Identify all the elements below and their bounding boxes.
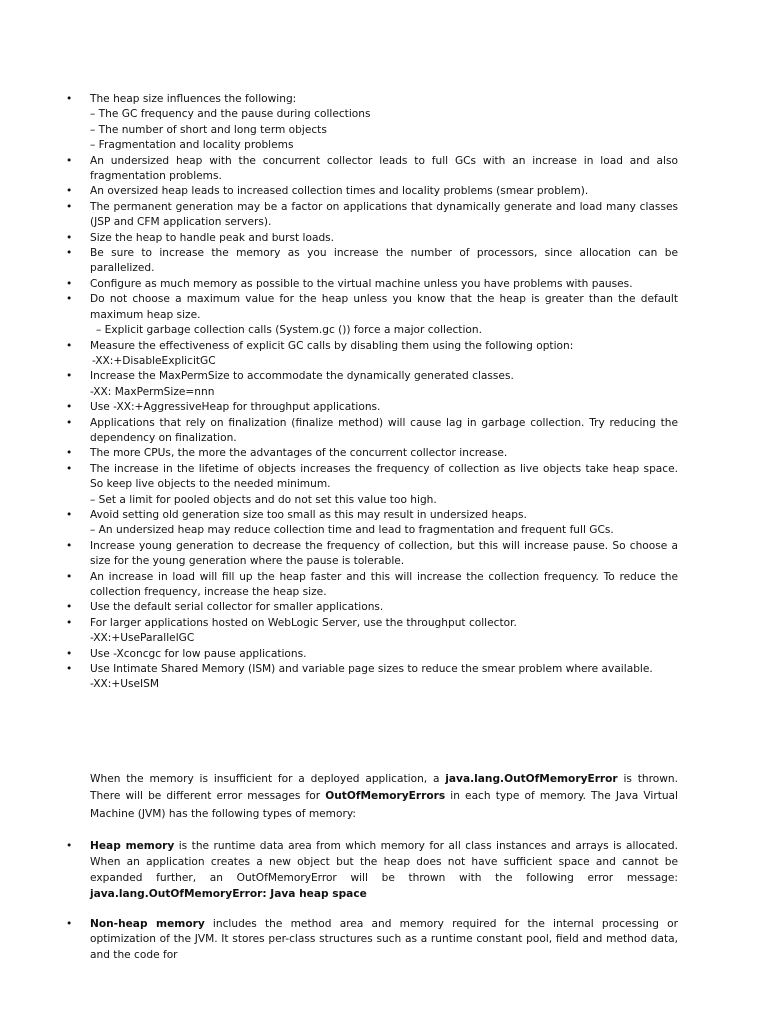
list-item-text: Configure as much memory as possible to the virtual machine unless you have problems with pauses. xyxy=(90,277,633,290)
section-spacer xyxy=(0,693,768,771)
list-item-non-heap-memory xyxy=(0,917,768,964)
term: Heap memory xyxy=(90,840,175,853)
list-item xyxy=(0,446,768,461)
term-description: includes the method area and memory required for the internal processing or optimization of the JVM. It stores per-class structures such as a runtime constant pool, field and method data, and the code for xyxy=(90,917,678,962)
sub-item: -XX:+DisableExplicitGC xyxy=(92,354,216,367)
list-item-text: The permanent generation may be a factor on applications that dynamically generate and load many classes (JSP and CFM application servers). xyxy=(90,200,678,229)
list-item-text: An undersized heap with the concurrent collector leads to full GCs with an increase in load and also fragmentation problems. xyxy=(90,154,678,183)
sub-item: -XX:+UseParallelGC xyxy=(90,632,195,645)
intro-emphasis: java.lang.OutOfMemoryError xyxy=(445,772,618,785)
list-item-text: The heap size influences the following: xyxy=(90,93,297,105)
list-item xyxy=(0,339,768,370)
list-item xyxy=(0,92,768,154)
list-item-heap-memory xyxy=(0,839,768,902)
sub-item: – An undersized heap may reduce collection time and lead to fragmentation and frequent full GCs. xyxy=(90,524,614,537)
list-item-text: Use -Xconcgc for low pause applications. xyxy=(90,647,307,660)
sub-item: -XX: MaxPermSize=nnn xyxy=(90,385,215,398)
list-item xyxy=(0,508,768,539)
list-item-text: The more CPUs, the more the advantages of the concurrent collector increase. xyxy=(90,447,508,460)
list-item xyxy=(0,616,768,647)
list-item-text: An oversized heap leads to increased collection times and locality problems (smear problem). xyxy=(90,185,589,198)
list-item-text: Be sure to increase the memory as you increase the number of processors, since allocation can be parallelized. xyxy=(90,247,678,275)
list-item-text: Use the default serial collector for smaller applications. xyxy=(90,601,384,614)
sub-item: -XX:+UseISM xyxy=(90,678,160,691)
list-item-text: Avoid setting old generation size too small as this may result in undersized heaps. xyxy=(90,508,527,521)
list-item xyxy=(0,200,768,231)
list-item xyxy=(0,462,768,508)
list-item xyxy=(0,600,768,615)
memory-types-list xyxy=(0,839,768,964)
intro-paragraph xyxy=(0,771,768,824)
section-spacer xyxy=(0,823,768,839)
list-item-text: Use Intimate Shared Memory (ISM) and variable page sizes to reduce the smear problem where available. xyxy=(90,663,653,676)
list-item xyxy=(0,570,768,601)
list-item-text: An increase in load will fill up the heap faster and this will increase the collection frequency. To reduce the collection frequency, increase the heap size. xyxy=(90,570,678,598)
list-item xyxy=(0,277,768,292)
intro-text: in each type of memory. The Java Virtual Machine (JVM) has the following types of memory: xyxy=(90,790,678,820)
sub-item: – Fragmentation and locality problems xyxy=(90,139,294,152)
sub-item: – The GC frequency and the pause during collections xyxy=(90,108,371,121)
error-message: java.lang.OutOfMemoryError: Java heap space xyxy=(90,887,367,900)
list-item-text: Size the heap to handle peak and burst loads. xyxy=(90,231,335,244)
list-item-text: Do not choose a maximum value for the heap unless you know that the heap is greater than the default maximum heap size. xyxy=(90,293,678,321)
term-description: is the runtime data area from which memory for all class instances and arrays is allocated. When an application creates a new object but the heap does not have sufficient space and cannot be expanded further, an OutOfMemoryError will be thrown with the following error message: xyxy=(90,840,678,884)
list-item-text: The increase in the lifetime of objects increases the frequency of collection as live objects take heap space. So keep live objects to the needed minimum. xyxy=(90,462,678,491)
list-item xyxy=(0,539,768,570)
list-item-text: Increase the MaxPermSize to accommodate the dynamically generated classes. xyxy=(90,370,514,383)
intro-text: When the memory is insufficient for a deployed application, a xyxy=(90,772,446,785)
sub-item: – Explicit garbage collection calls (System.gc ()) force a major collection. xyxy=(96,324,482,337)
list-item xyxy=(0,400,768,415)
list-item-text: Measure the effectiveness of explicit GC calls by disabling them using the following option: xyxy=(90,339,574,352)
list-item-text: Use -XX:+AggressiveHeap for throughput applications. xyxy=(90,401,381,414)
list-item xyxy=(0,662,768,693)
sub-item: – The number of short and long term objects xyxy=(90,123,327,136)
term: Non-heap memory xyxy=(90,917,205,930)
list-item xyxy=(0,416,768,447)
list-item xyxy=(0,154,768,185)
list-item-text: For larger applications hosted on WebLogic Server, use the throughput collector. xyxy=(90,616,517,629)
list-item xyxy=(0,184,768,199)
list-item xyxy=(0,231,768,246)
list-item xyxy=(0,647,768,662)
list-item xyxy=(0,369,768,400)
list-item-text: Applications that rely on finalization (finalize method) will cause lag in garbage collection. Try reducing the dependency on finalization. xyxy=(90,416,678,444)
sub-item: – Set a limit for pooled objects and do not set this value too high. xyxy=(90,493,437,506)
intro-text: is thrown. There will be different error messages for xyxy=(90,772,678,803)
list-item-text: Increase young generation to decrease the frequency of collection, but this will increase pause. So choose a size for the young generation where the pause is tolerable. xyxy=(90,539,678,568)
list-item xyxy=(0,246,768,277)
intro-emphasis: OutOfMemoryErrors xyxy=(325,790,446,803)
list-item xyxy=(0,292,768,338)
tuning-tips-list xyxy=(0,92,768,693)
document-body xyxy=(0,92,768,964)
